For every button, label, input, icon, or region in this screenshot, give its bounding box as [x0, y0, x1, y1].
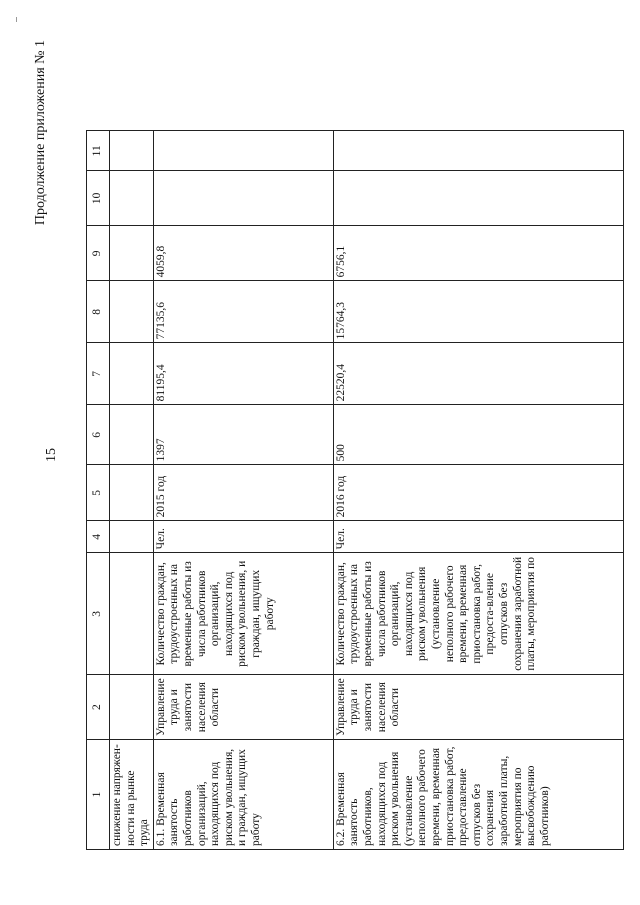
edge-mark: [16, 17, 17, 22]
indicator-cell: Количество граждан, трудоустроенных на временные работы из числа работников организаций, находящихся под риском увольнения (установление неполного рабочего времени, временная приостановка работ, предоста-вление отпусков без сохранения заработной платы, мероприятия по: [333, 553, 623, 675]
value-cell: [110, 226, 154, 281]
value-cell: [110, 405, 154, 465]
indicator-cell: Количество граждан, трудоустроенных на временные работы из числа работников организаций, находящихся под риском увольнения, и граждан, ищущих работу: [153, 553, 333, 675]
year-cell: 2016 год: [333, 465, 623, 521]
value-cell: 81195,4: [153, 343, 333, 405]
measure-name-cell: 6.1. Временная занятость работников организаций, находящихся под риском увольнения, и граждан, ищущих работу: [153, 740, 333, 850]
executor-cell: Управление труда и занятости населения области: [153, 675, 333, 740]
value-cell: [110, 131, 154, 171]
col-header: 1: [87, 740, 110, 850]
value-cell: [110, 281, 154, 343]
executor-cell: [110, 675, 154, 740]
value-cell: 500: [333, 405, 623, 465]
value-cell: 15764,3: [333, 281, 623, 343]
executor-cell: Управление труда и занятости населения области: [333, 675, 623, 740]
value-cell: 22520,4: [333, 343, 623, 405]
value-cell: [153, 171, 333, 226]
table-row: [333, 131, 623, 850]
header-row: [87, 131, 110, 850]
col-header: 3: [87, 553, 110, 675]
value-cell: 4059,8: [153, 226, 333, 281]
unit-cell: [110, 521, 154, 553]
col-header: 10: [87, 171, 110, 226]
col-header: 7: [87, 343, 110, 405]
table-row: [153, 131, 333, 850]
value-cell: 6756,1: [333, 226, 623, 281]
col-header: 6: [87, 405, 110, 465]
value-cell: [110, 343, 154, 405]
value-cell: [110, 171, 154, 226]
table-row: [110, 131, 154, 850]
value-cell: 77135,6: [153, 281, 333, 343]
measure-name-cell: 6.2. Временная занятость работников, находящихся под риском увольнения (установление неполного рабочего времени, временная приостановка работ, предоставление отпусков без сохранения заработной платы, мероприятия по высвобождению работников): [333, 740, 623, 850]
col-header: 9: [87, 226, 110, 281]
page-number: 15: [44, 448, 59, 462]
unit-cell: Чел.: [153, 521, 333, 553]
year-cell: 2015 год: [153, 465, 333, 521]
unit-cell: Чел.: [333, 521, 623, 553]
col-header: 11: [87, 131, 110, 171]
indicator-cell: [110, 553, 154, 675]
col-header: 4: [87, 521, 110, 553]
col-header: 8: [87, 281, 110, 343]
value-cell: [153, 131, 333, 171]
measure-name-cell: снижение напряжен-ности на рынке труда: [110, 740, 154, 850]
value-cell: 1397: [153, 405, 333, 465]
continuation-caption: Продолжение приложения № 1: [33, 40, 48, 226]
value-cell: [333, 131, 623, 171]
year-cell: [110, 465, 154, 521]
col-header: 2: [87, 675, 110, 740]
program-measures-table: [86, 130, 624, 850]
value-cell: [333, 171, 623, 226]
col-header: 5: [87, 465, 110, 521]
